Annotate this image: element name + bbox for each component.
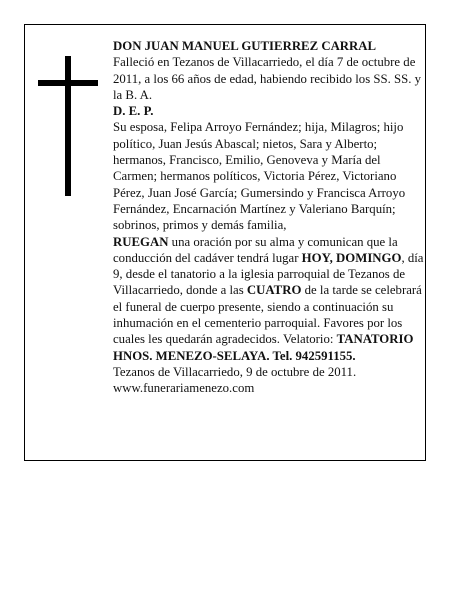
cross-icon-bar — [38, 80, 98, 86]
family-list: Su esposa, Felipa Arroyo Fernández; hija, Milagros; hijo político, Juan Jesús Abascal; nietos, Sara y Alberto; hermanos, Francisco, Emilio, Genoveva y María del Carmen; hermanos políticos, Victoria Pérez, Victoriano Pérez, Juan José García; Gumersindo y Francisca Arroyo Fernández, Encarnación Martínez y Valeriano Barquín; sobrinos, primos y demás familia, — [113, 120, 406, 233]
death-notice: Falleció en Tezanos de Villacarriedo, el día 7 de octubre de 2011, a los 66 años de edad, habiendo recibido los SS. SS. y la B. A. — [113, 55, 422, 102]
velatorio-info: TANATORIO HNOS. MENEZO-SELAYA. Tel. 942591155. — [113, 332, 414, 363]
funeral-details — [113, 234, 426, 364]
obituary-text — [113, 38, 426, 397]
funeral-text: de la tarde se celebrará el funeral de cuerpo presente, siendo a continuación su inhumación en el cementerio parroquial. Favores por los cuales les quedarán agradecidos. Velatorio: — [113, 283, 422, 347]
funeral-day: HOY, DOMINGO — [301, 250, 402, 265]
route-text: , día 9, desde el tanatorio a la iglesia parroquial de Tezanos de Villacarriedo, donde a las — [113, 250, 424, 298]
place-date: Tezanos de Villacarriedo, 9 de octubre de 2011. — [113, 364, 357, 379]
cross-icon — [65, 56, 71, 196]
funeral-hour: CUATRO — [246, 283, 302, 298]
website-link[interactable]: www.funerariamenezo.com — [113, 381, 255, 396]
ruegan-label: RUEGAN — [113, 234, 169, 249]
ruegan-text: una oración por su alma y comunican que la conducción del cadáver tendrá lugar — [113, 234, 398, 265]
dep-label: D. E. P. — [113, 104, 154, 119]
deceased-name: DON JUAN MANUEL GUTIERREZ CARRAL — [113, 39, 377, 53]
